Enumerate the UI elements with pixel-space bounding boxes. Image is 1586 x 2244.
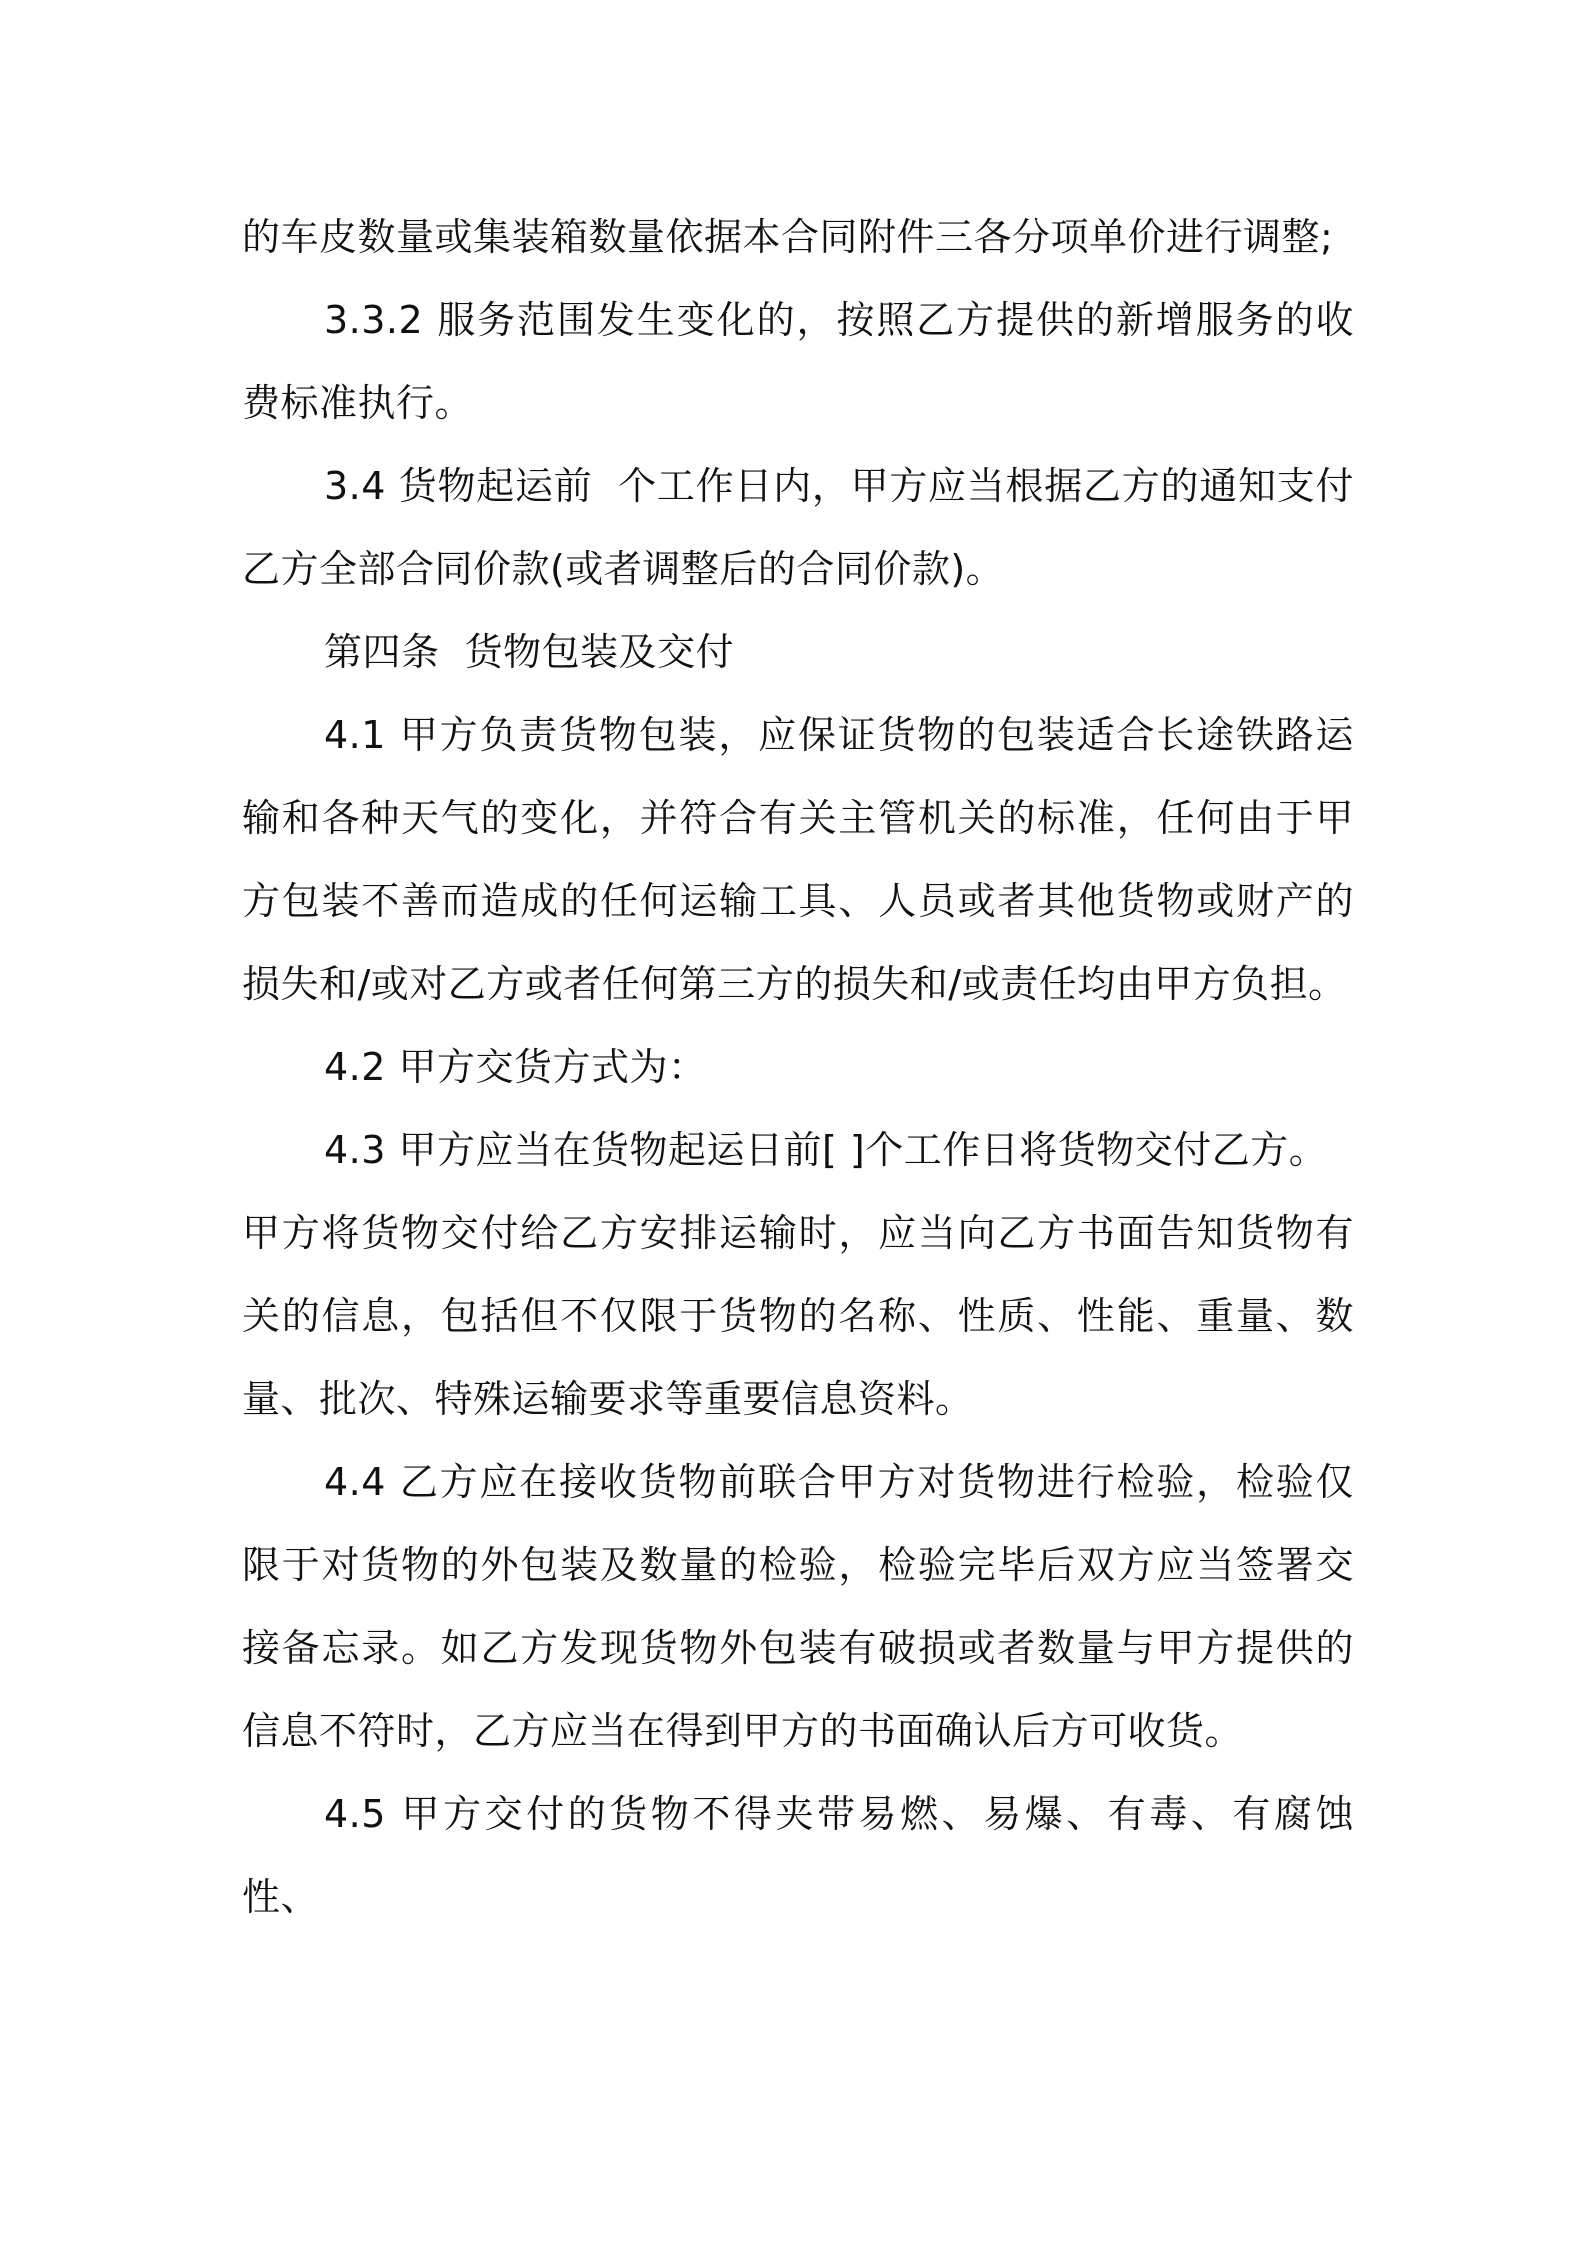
article-4-heading: 第四条 货物包装及交付 bbox=[324, 630, 735, 674]
paragraph-4-5: 4.5 甲方交付的货物不得夹带易燃、易爆、有毒、有腐蚀性、 bbox=[242, 1792, 1354, 1919]
paragraph-4-3-continued: 甲方将货物交付给乙方安排运输时，应当向乙方书面告知货物有关的信息，包括但不仅限于货物的名称、性质、性能、重量、数量、批次、特殊运输要求等重要信息资料。 bbox=[242, 1211, 1354, 1421]
document-body bbox=[242, 196, 1354, 1939]
paragraph-3-4: 3.4 货物起运前 个工作日内，甲方应当根据乙方的通知支付乙方全部合同价款(或者调整后的合同价款)。 bbox=[242, 464, 1354, 591]
paragraph-4-2: 4.2 甲方交货方式为： bbox=[324, 1045, 707, 1089]
paragraph-continuation: 的车皮数量或集装箱数量依据本合同附件三各分项单价进行调整; bbox=[242, 215, 1334, 259]
paragraph-4-3: 4.3 甲方应当在货物起运日前[ ]个工作日将货物交付乙方。 bbox=[324, 1128, 1328, 1172]
paragraph-4-1: 4.1 甲方负责货物包装，应保证货物的包装适合长途铁路运输和各种天气的变化，并符合有关主管机关的标准，任何由于甲方包装不善而造成的任何运输工具、人员或者其他货物或财产的损失和/或对乙方或者任何第三方的损失和/或责任均由甲方负担。 bbox=[242, 713, 1354, 1006]
paragraph-4-4: 4.4 乙方应在接收货物前联合甲方对货物进行检验，检验仅限于对货物的外包装及数量的检验，检验完毕后双方应当签署交接备忘录。如乙方发现货物外包装有破损或者数量与甲方提供的信息不符时，乙方应当在得到甲方的书面确认后方可收货。 bbox=[242, 1460, 1354, 1753]
paragraph-3-3-2: 3.3.2 服务范围发生变化的，按照乙方提供的新增服务的收费标准执行。 bbox=[242, 298, 1354, 425]
